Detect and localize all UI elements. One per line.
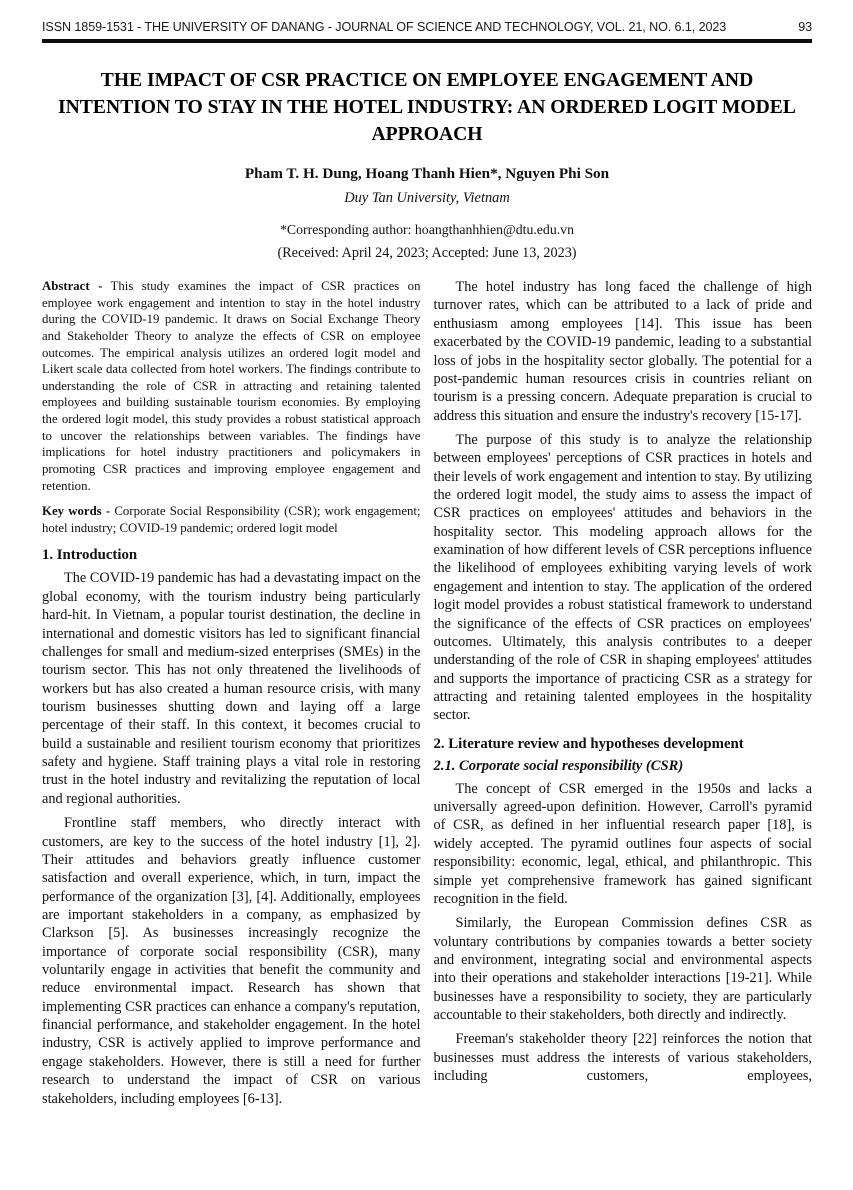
right-column — [434, 278, 813, 1108]
abstract-paragraph — [42, 278, 421, 494]
abstract-text: This study examines the impact of CSR practices on employee work engagement and intention to stay in the hotel industry during the COVID-19 pandemic. It draws on Social Exchange Theory and Stakeholder Theory to analyze the effects of CSR on employee outcomes. The empirical analysis utilizes an ordered logit model and Likert scale data collected from hotel workers. The findings contribute to understanding the role of CSR in attracting and retaining talented employees and building sustainable tourism economies. By employing the ordered logit model, this study provides a robust statistical approach to uncover the relationships between variables. The findings have implications for hotel industry practitioners and policymakers in promoting CSR practices and improving employee engagement and retention. — [42, 279, 421, 493]
page-number: 93 — [798, 20, 812, 34]
intro-paragraph-1: The COVID-19 pandemic has had a devastating impact on the global economy, with the tourism industry being particularly hard-hit. In Vietnam, a popular tourist destination, the decline in international and domestic visitors has led to significant financial challenges for small and medium-sized enterprises (SMEs) in the tourism sector. This has not only threatened the livelihoods of workers but has also created a human resource crisis, with many tourism businesses shutting down and laying off a large percentage of their staff. In this context, it becomes crucial to build a sustainable and resilient tourism economy that prioritizes safety and hygiene. Staff training plays a vital role in restoring trust in the hotel industry and revitalizing the reputation of local and regional authorities. — [42, 570, 421, 807]
abstract-label: Abstract - — [42, 279, 103, 294]
left-column — [42, 278, 421, 1108]
intro-paragraph-3: The hotel industry has long faced the challenge of high turnover rates, which can be attributed to a lack of pride and enthusiasm among employees [14]. This issue has been exacerbated by the COVID-19 pandemic, leading to a substantial loss of jobs in the hospitality sector globally. The potential for a post-pandemic human resources crisis in countries reliant on tourism is a pressing concern. Adequate preparation is crucial to address this situation and ensure the industry's recovery [15-17]. — [433, 279, 812, 424]
keywords-paragraph — [42, 503, 421, 536]
section-heading-literature-review: 2. Literature review and hypotheses development — [433, 735, 744, 752]
csr-paragraph-2: Similarly, the European Commission defines CSR as voluntary contributions by companies towards a better society and environment, integrating social and environmental aspects into their operations and stakeholder interactions [19-21]. While businesses have a responsibility to society, they are particularly accountable to their stakeholders, both directly and indirectly. — [433, 915, 812, 1024]
received-accepted-line: (Received: April 24, 2023; Accepted: June 13, 2023) — [277, 245, 577, 262]
paper-title: THE IMPACT OF CSR PRACTICE ON EMPLOYEE ENGAGEMENT AND INTENTION TO STAY IN THE HOTEL INDUSTRY: AN ORDERED LOGIT MODEL APPROACH — [58, 70, 796, 146]
intro-paragraph-2: Frontline staff members, who directly interact with customers, are key to the success of the hotel industry [1], 2]. Their attitudes and behaviors greatly influence customer satisfaction and overall experience, which, in turn, impact the performance of the organization [3], [4]. Additionally, employees are important stakeholders in a company, as emphasized by Clarkson [5]. As businesses increasingly recognize the importance of corporate social responsibility (CSR), many voluntarily engage in activities that benefit the community and reduce environmental impact. Research has shown that implementing CSR practices can enhance a company's reputation, financial performance, and stakeholder engagement. In the hotel industry, CSR is actively applied to improve performance and engage stakeholders. However, there is still a need for further research to understand the impact of CSR on various stakeholders, including employees [6-13]. — [42, 815, 421, 1107]
affiliation-line: Duy Tan University, Vietnam — [344, 190, 510, 207]
keywords-label: Key words - — [42, 504, 111, 519]
journal-line: ISSN 1859-1531 - THE UNIVERSITY OF DANANG - JOURNAL OF SCIENCE AND TECHNOLOGY, VOL. 21, NO. 6.1, 2023 — [42, 20, 727, 34]
corresponding-author-line: *Corresponding author: hoangthanhhien@dtu.edu.vn — [280, 222, 574, 238]
keywords-text: Corporate Social Responsibility (CSR); work engagement; hotel industry; COVID-19 pandemic; ordered logit model — [42, 504, 421, 535]
two-column-body — [42, 278, 812, 1108]
intro-paragraph-4: The purpose of this study is to analyze the relationship between employees' perceptions of CSR practices in hotels and their levels of work engagement and intention to stay. By utilizing the ordered logit model, the study aims to assess the impact of CSR practices on employees' attitudes and behaviors in the hospitality sector. This modeling approach allows for the examination of how different levels of CSR perceptions influence the likelihood of employees exhibiting varying levels of work engagement and intention to stay. The application of the ordered logit model provides a robust statistical framework to understand the significance of the effects of CSR practices on employees' outcomes. Ultimately, this analysis contributes to a deeper understanding of the role of CSR in shaping employees' attitudes and supports the importance of practicing CSR as a strategy for attracting and retaining talented employees in the hospitality sector. — [433, 431, 812, 724]
subsection-heading-csr: 2.1. Corporate social responsibility (CSR) — [433, 757, 684, 774]
section-heading-introduction: 1. Introduction — [42, 547, 138, 564]
csr-paragraph-3: Freeman's stakeholder theory [22] reinforces the notion that businesses must address the interests of various stakeholders, including customers, employees, — [433, 1031, 812, 1085]
csr-paragraph-1: The concept of CSR emerged in the 1950s and lacks a universally agreed-upon definition. However, Carroll's pyramid of CSR, as defined in her influential research paper [18], is widely accepted. The pyramid outlines four aspects of social responsibility: economic, legal, ethical, and philanthropic. This simple yet comprehensive framework has gained significant recognition in the field. — [433, 780, 812, 907]
running-head — [42, 20, 812, 43]
authors-line: Pham T. H. Dung, Hoang Thanh Hien*, Nguyen Phi Son — [244, 165, 610, 183]
